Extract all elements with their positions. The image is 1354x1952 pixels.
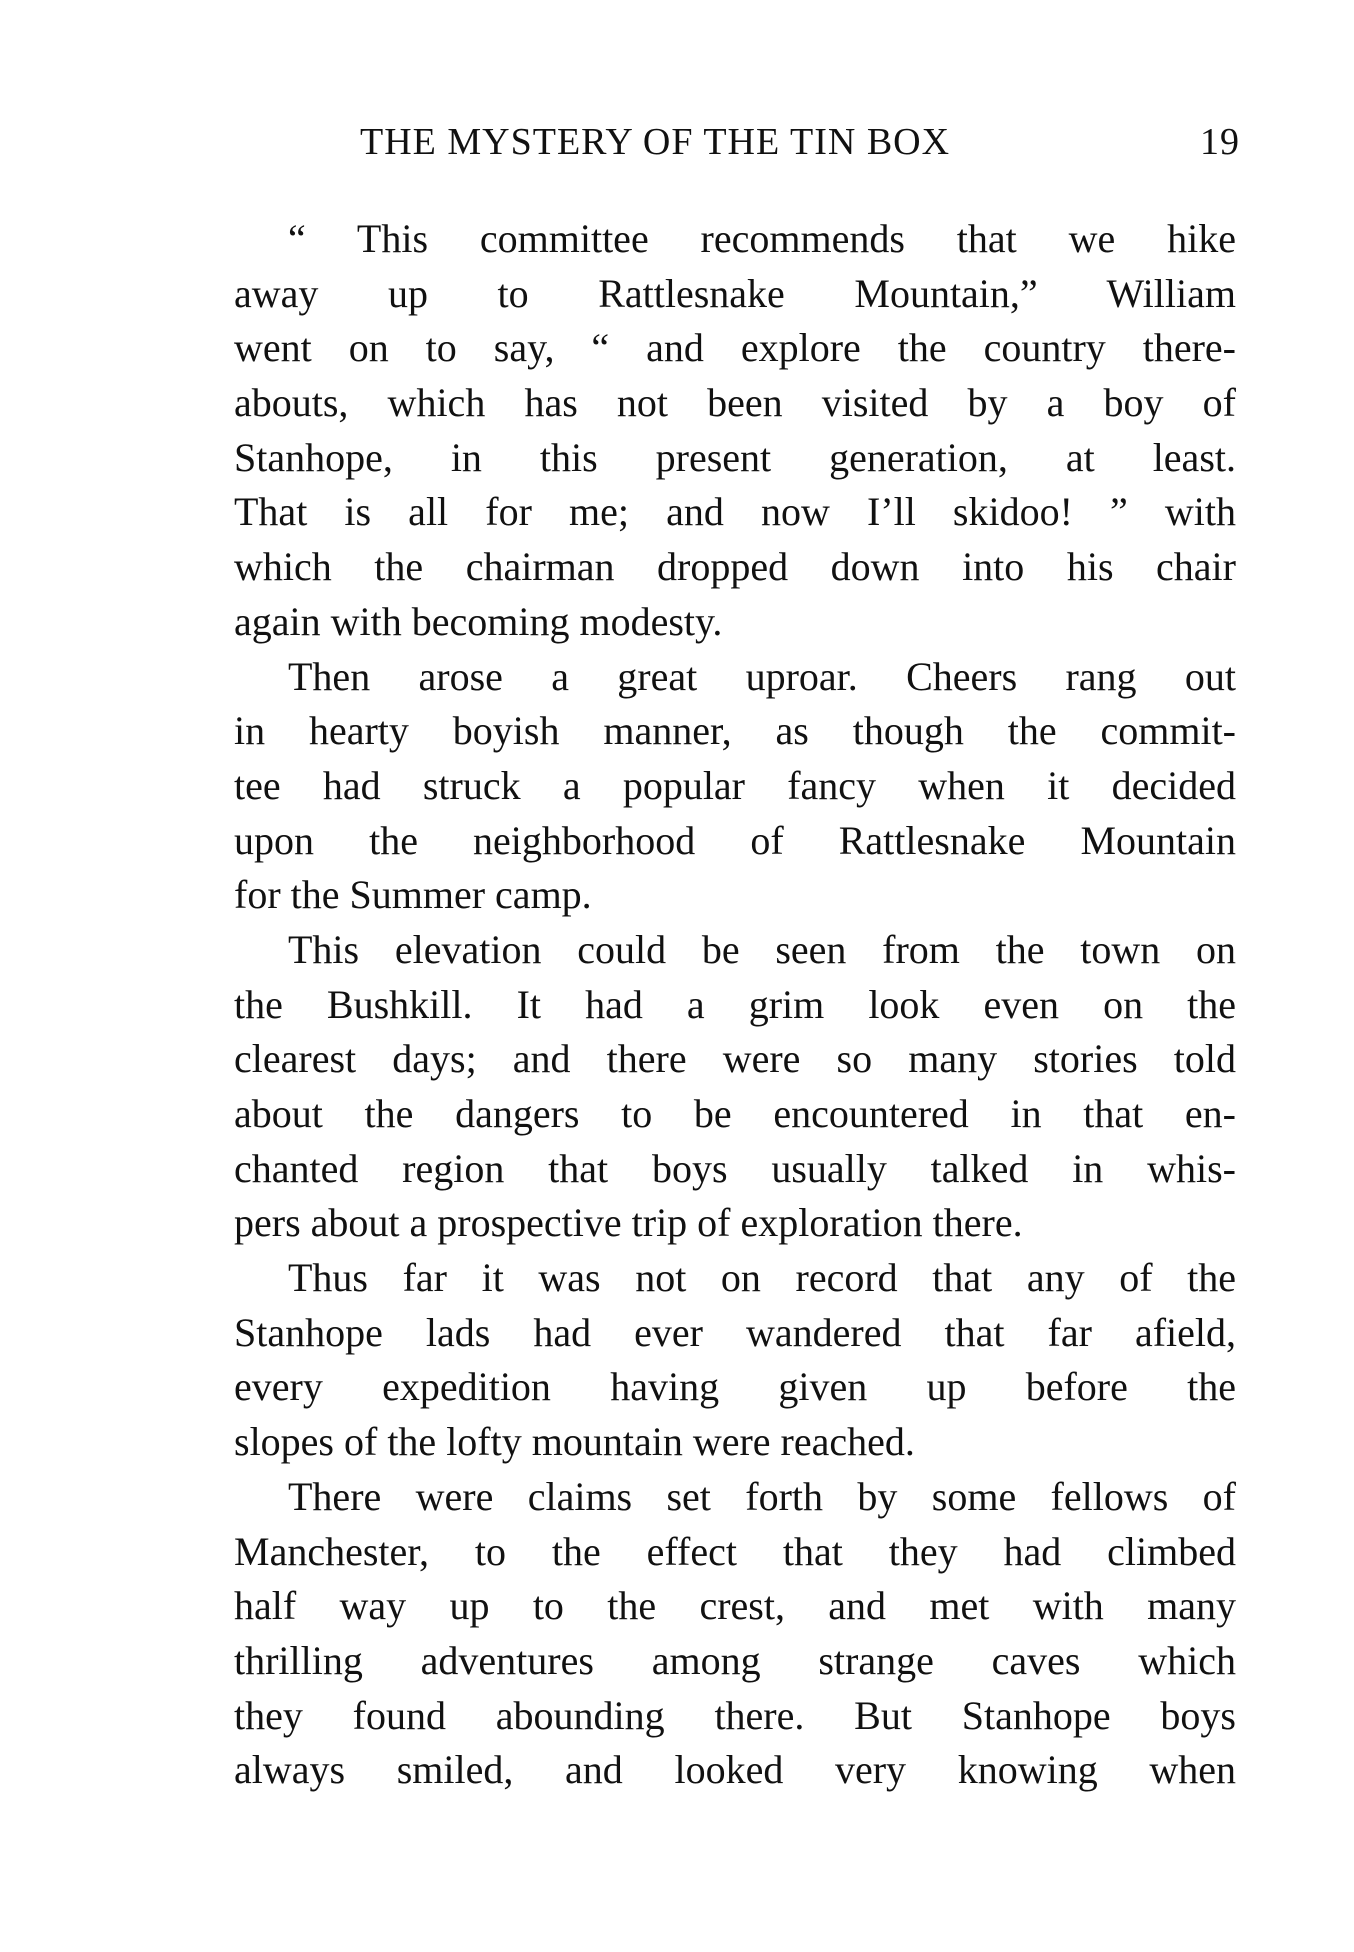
text-line: pers about a prospective trip of exploration there.	[234, 1200, 1023, 1246]
page-body	[234, 212, 1236, 1798]
text-line: about the dangers to be encountered in that en-	[234, 1091, 1236, 1136]
text-line: There were claims set forth by some fellows of	[288, 1473, 1236, 1519]
text-line: Then arose a great uproar. Cheers rang out	[288, 653, 1236, 699]
paragraph	[234, 650, 1236, 923]
paragraph	[234, 923, 1236, 1251]
text-line: which the chairman dropped down into his chair	[234, 544, 1236, 590]
text-line: chanted region that boys usually talked in whis-	[234, 1145, 1236, 1191]
page-number: 19	[1200, 121, 1240, 163]
text-line: slopes of the lofty mountain were reached.	[234, 1419, 915, 1465]
paragraph	[234, 1470, 1236, 1798]
text-line: half way up to the crest, and met with many	[234, 1583, 1236, 1629]
text-line: every expedition having given up before the	[234, 1364, 1236, 1410]
text-line: for the Summer camp.	[234, 872, 592, 918]
text-line: tee had struck a popular fancy when it decided	[234, 762, 1236, 808]
text-line: away up to Rattlesnake Mountain,” William	[234, 270, 1236, 316]
paragraph	[234, 212, 1236, 650]
text-line: they found abounding there. But Stanhope boys	[234, 1692, 1236, 1738]
text-line: Manchester, to the effect that they had climbed	[234, 1528, 1236, 1574]
text-line: That is all for me; and now I’ll skidoo! ” with	[234, 489, 1236, 535]
text-line: always smiled, and looked very knowing when	[234, 1747, 1236, 1793]
text-line: went on to say, “ and explore the country there-	[234, 325, 1236, 371]
text-line: Stanhope lads had ever wandered that far afield,	[234, 1309, 1236, 1355]
text-line: Thus far it was not on record that any of the	[288, 1255, 1236, 1301]
text-line: Stanhope, in this present generation, at least.	[234, 434, 1236, 480]
text-line: This elevation could be seen from the town on	[288, 926, 1236, 972]
text-line: the Bushkill. It had a grim look even on the	[234, 981, 1236, 1027]
text-line: again with becoming modesty.	[234, 598, 723, 644]
text-line: clearest days; and there were so many stories told	[234, 1036, 1236, 1082]
text-line: thrilling adventures among strange caves which	[234, 1637, 1236, 1683]
running-title: THE MYSTERY OF THE TIN BOX	[360, 121, 951, 163]
paragraph	[234, 1251, 1236, 1470]
text-line: upon the neighborhood of Rattlesnake Mountain	[234, 817, 1236, 863]
text-line: in hearty boyish manner, as though the commit-	[234, 708, 1236, 754]
running-header	[360, 120, 1240, 170]
text-line: “ This committee recommends that we hike	[288, 216, 1236, 261]
text-line: abouts, which has not been visited by a boy of	[234, 380, 1236, 426]
